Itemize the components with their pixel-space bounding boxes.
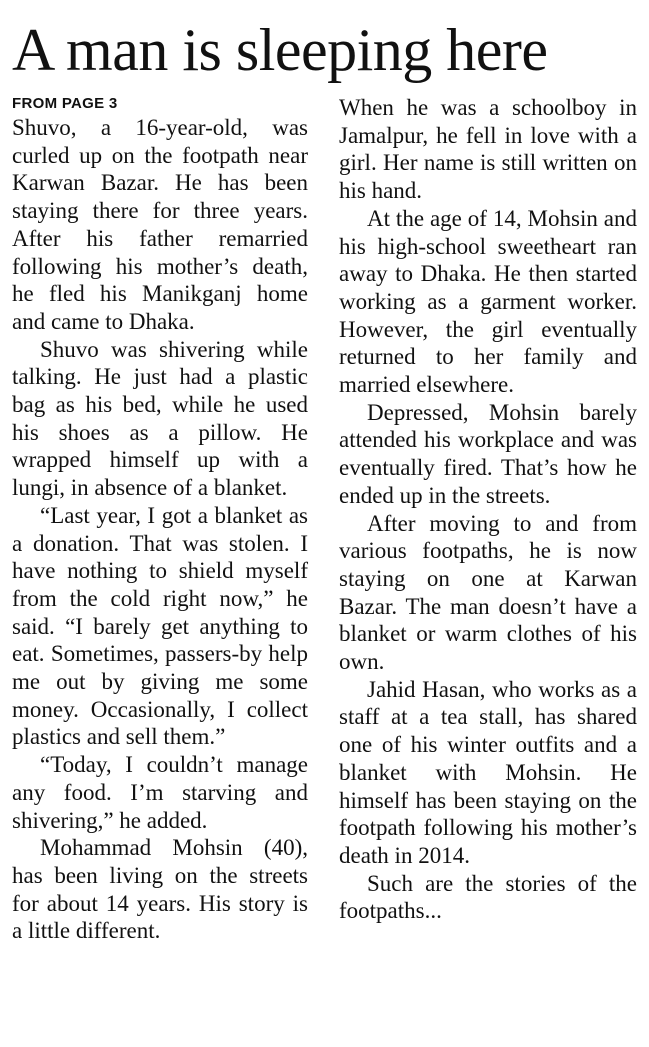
paragraph: Mohammad Mohsin (40), has been living on the streets for about 14 years. His story is a little different. [12, 835, 308, 944]
left-column [12, 94, 308, 945]
paragraph: When he was a schoolboy in Jamalpur, he fell in love with a girl. Her name is still written on his hand. [339, 95, 637, 204]
paragraph: Depressed, Mohsin barely attended his workplace and was eventually fired. That’s how he ended up in the streets. [339, 399, 637, 508]
continued-from-kicker: FROM PAGE 3 [12, 95, 118, 112]
paragraph: At the age of 14, Mohsin and his high-school sweetheart ran away to Dhaka. He then started working as a garment worker. However, the girl eventually returned to her family and married elsewhere. [339, 205, 637, 398]
right-column [339, 94, 637, 925]
paragraph: Shuvo, a 16-year-old, was curled up on the footpath near Karwan Bazar. He has been staying there for three years. After his father remarried following his mother’s death, he fled his Manikganj home and came to Dhaka. [12, 115, 308, 334]
paragraph: Jahid Hasan, who works as a staff at a tea stall, has shared one of his winter outfits and a blanket with Mohsin. He himself has been staying on the footpath following his mother’s death in 2014. [339, 676, 637, 868]
paragraph: “Today, I couldn’t manage any food. I’m starving and shivering,” he added. [12, 752, 308, 833]
paragraph: Such are the stories of the footpaths... [339, 870, 637, 924]
headline: A man is sleeping here [12, 17, 548, 83]
paragraph: Shuvo was shivering while talking. He just had a plastic bag as his bed, while he used his shoes as a pillow. He wrapped himself up with a lungi, in absence of a blanket. [12, 336, 308, 501]
paragraph: “Last year, I got a blanket as a donation. That was stolen. I have nothing to shield myself from the cold right now,” he said. “I barely get anything to eat. Sometimes, passers-by help me out by giving me some money. Occasionally, I collect plastics and sell them.” [12, 502, 308, 750]
paragraph: After moving to and from various footpaths, he is now staying on one at Karwan Bazar. The man doesn’t have a blanket or warm clothes of his own. [339, 510, 637, 675]
